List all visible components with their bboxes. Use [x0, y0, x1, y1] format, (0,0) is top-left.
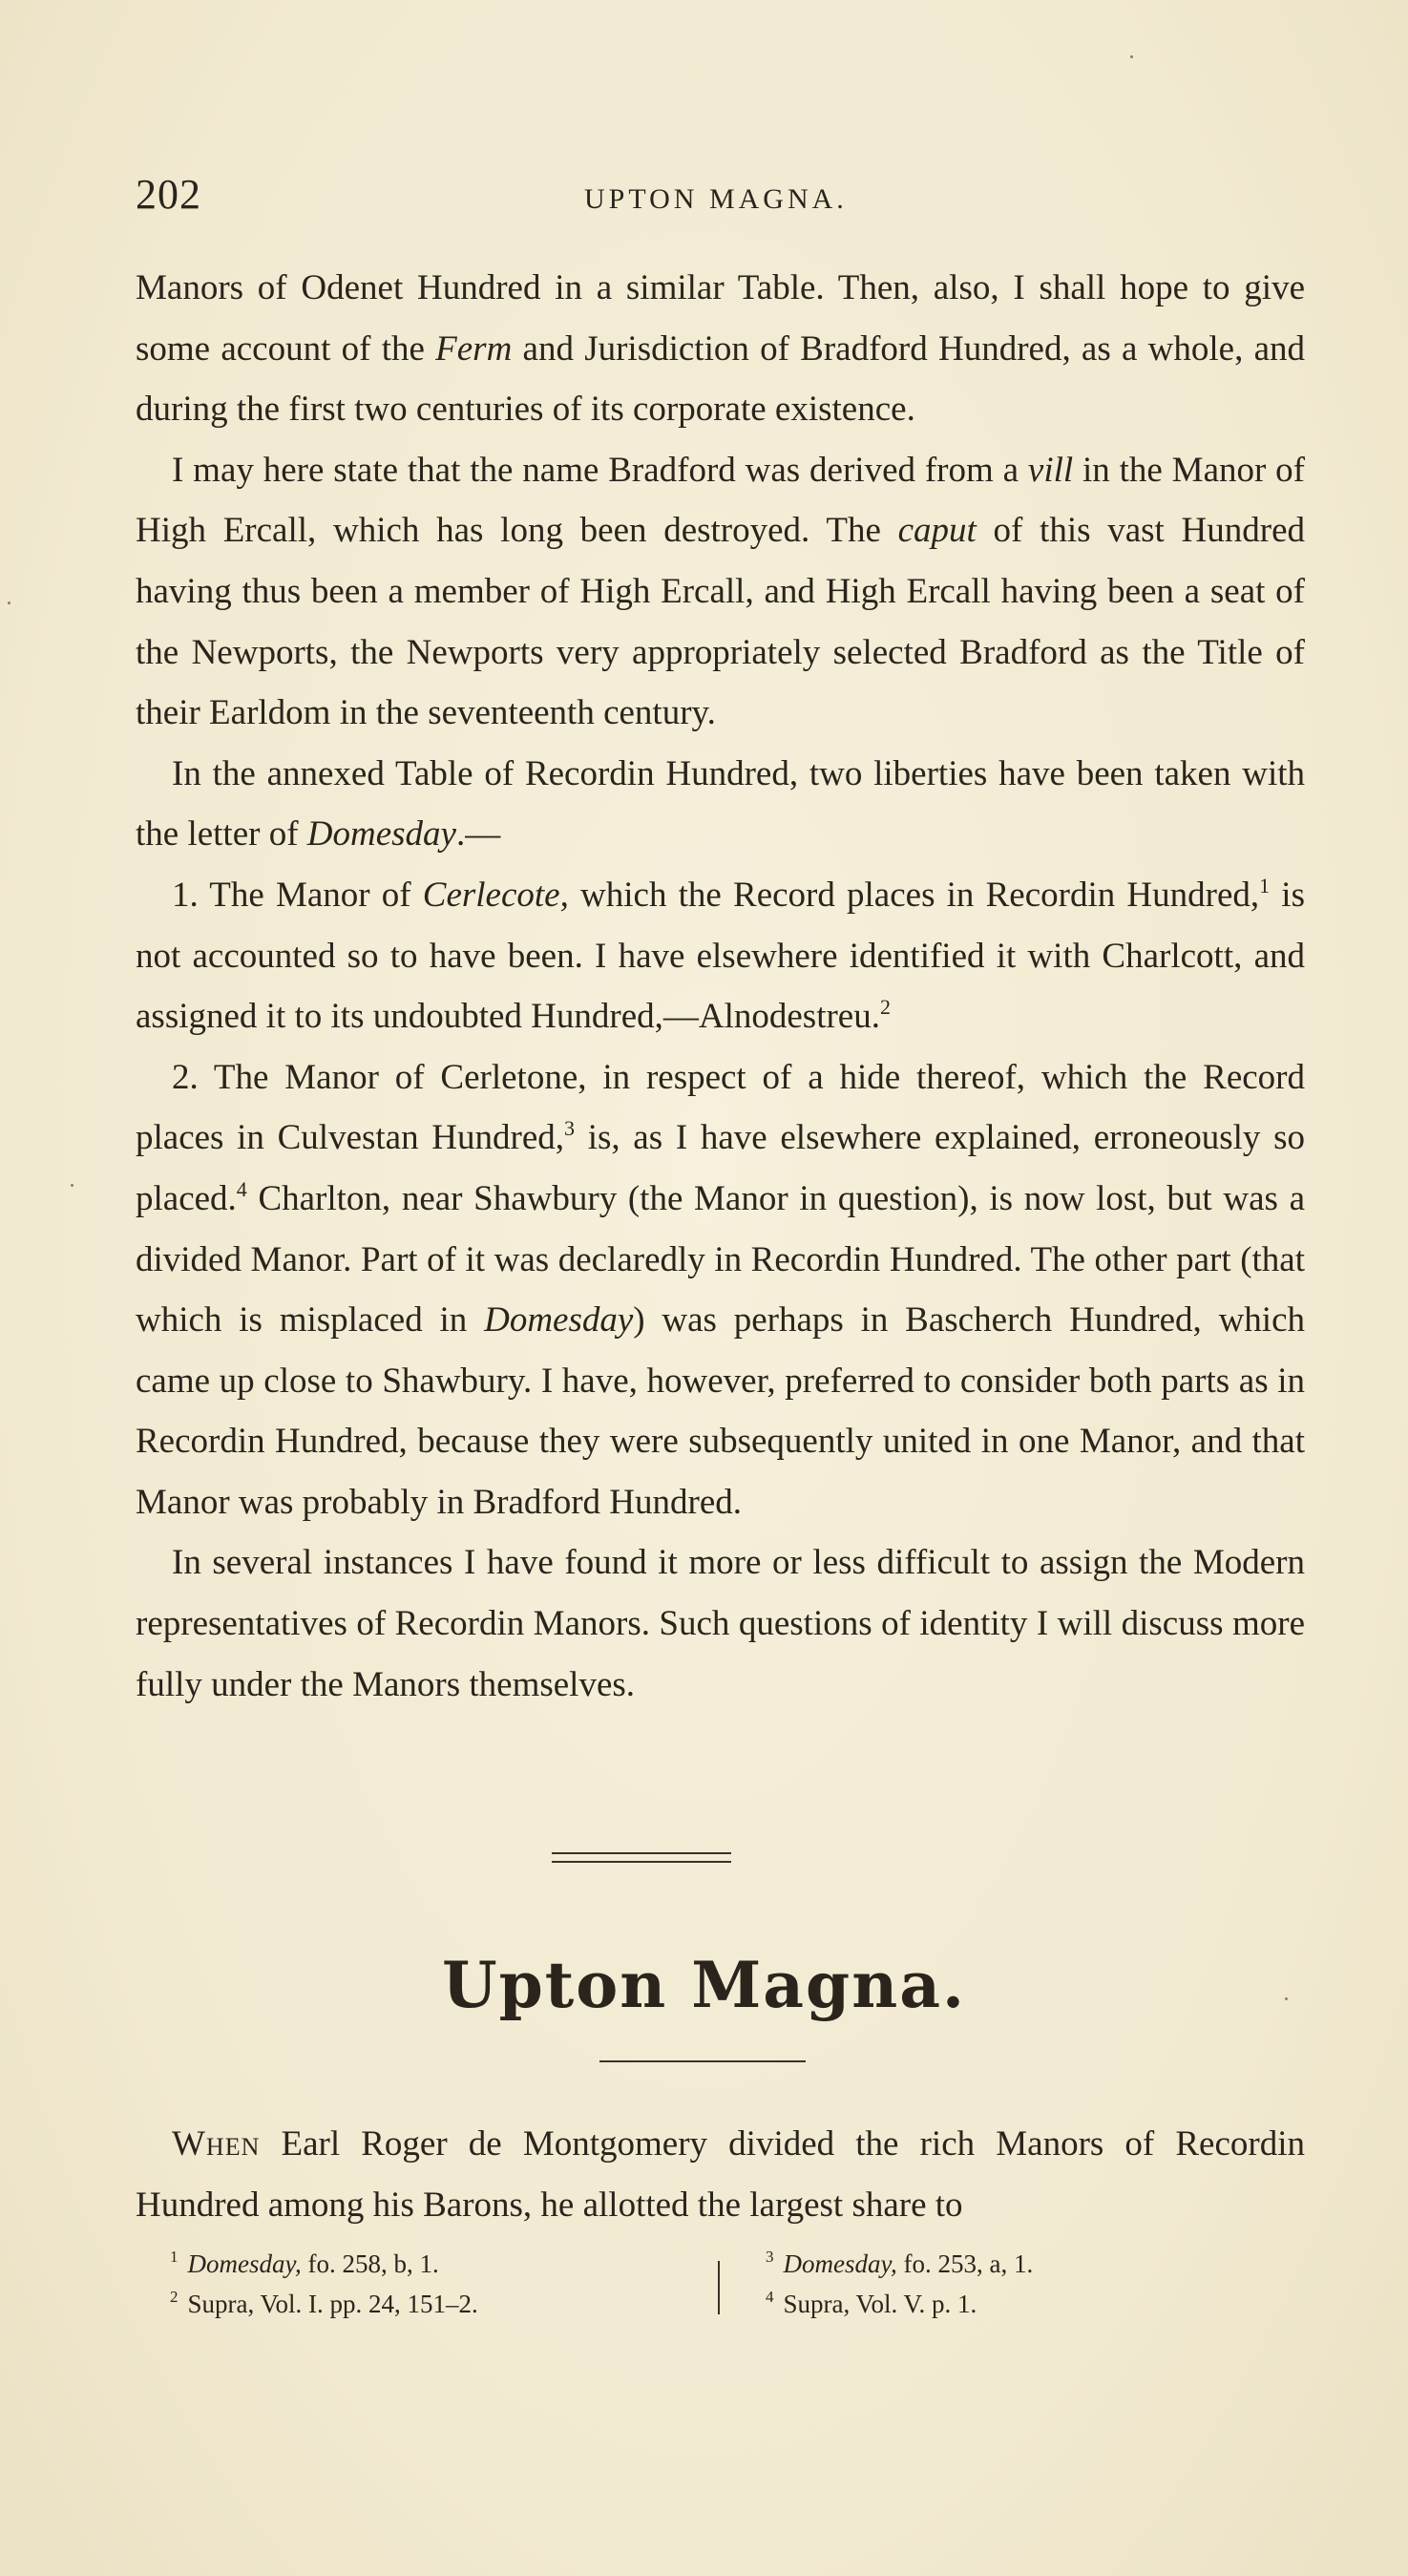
footnote-ref-4[interactable]: 4 — [236, 1176, 247, 1201]
section-divider-double — [552, 1852, 731, 1863]
footnote-1: $^1$ Domesday, fo. 258, b, 1. — [170, 2248, 439, 2278]
paper-speck — [8, 602, 11, 604]
paragraph-3: In the annexed Table of Recordin Hundred, two liberties have been taken with the letter of Domesday.— — [136, 753, 1305, 855]
footnote-ref-2[interactable]: 2 — [879, 995, 891, 1020]
section-title: Upton Magna. — [442, 1948, 966, 2022]
running-title: UPTON MAGNA. — [584, 183, 848, 215]
section-title-underline — [599, 2060, 806, 2062]
paragraph-6: In several instances I have found it more or less difficult to assign the Modern representatives of Recordin Manors. Such questions of identity I will discuss more fully under the Manors themselves. — [136, 1543, 1305, 1704]
footnote-3: $^3$ Domesday, fo. 253, a, 1. — [766, 2248, 1034, 2278]
paragraph-5: 2. The Manor of Cerletone, in respect of a hide thereof, which the Record places in Culvestan Hundred,$^3$ is, as I have elsewhere explained, erroneously so placed.$^4$ Charlton, near Shawbury (the Manor in question), is now lost, but was a divided Manor. Part of it was declaredly in Recordin Hundred. The other part (that which is misplaced in Domesday) was perhaps in Bascherch Hundred, which came up close to Shawbury. I have, however, preferred to consider both parts as in Recordin Hundred, because they were subsequently united in one Manor, and that Manor was probably in Bradford Hundred. — [136, 1057, 1306, 1522]
paragraph-4: 1. The Manor of Cerlecote, which the Record places in Recordin Hundred,$^1$ is not accounted so to have been. I have elsewhere identified it with Charlcott, and assigned it to its undoubted Hundred,—Alnodestreu.$^2$ — [136, 873, 1305, 1037]
footnote-2: $^2$ Supra, Vol. I. pp. 24, 151–2. — [170, 2288, 478, 2318]
footnotes-right-column — [766, 2244, 1262, 2324]
section-paragraph-1: When Earl Roger de Montgomery divided the rich Manors of Recordin Hundred among his Barons, he allotted the largest share to — [136, 2124, 1305, 2225]
paragraph-2: I may here state that the name Bradford was derived from a vill in the Manor of High Ercall, which has long been destroyed. The caput of this vast Hundred having thus been a member of High Ercall, and High Ercall having been a seat of the Newports, the Newports very appropriately selected Bradford as the Title of their Earldom in the seventeenth century. — [136, 450, 1305, 733]
body-text — [136, 258, 1305, 1715]
paper-speck — [1130, 55, 1133, 58]
paper-speck — [71, 1184, 74, 1187]
footnote-ref-3[interactable]: 3 — [564, 1116, 575, 1141]
footnote-ref-1[interactable]: 1 — [1259, 873, 1271, 897]
footnotes-left-column — [170, 2244, 666, 2324]
lead-word: When — [172, 2124, 261, 2164]
page-number: 202 — [136, 171, 201, 218]
page-header — [136, 170, 1310, 227]
paragraph-1: Manors of Odenet Hundred in a similar Table. Then, also, I shall hope to give some account of the Ferm and Jurisdiction of Bradford Hundred, as a whole, and during the first two centuries of its corporate existence. — [136, 268, 1305, 430]
footnote-column-divider — [718, 2261, 720, 2314]
paper-speck — [1285, 1997, 1288, 2000]
section-text — [136, 2114, 1305, 2235]
footnote-4: $^4$ Supra, Vol. V. p. 1. — [766, 2288, 977, 2318]
